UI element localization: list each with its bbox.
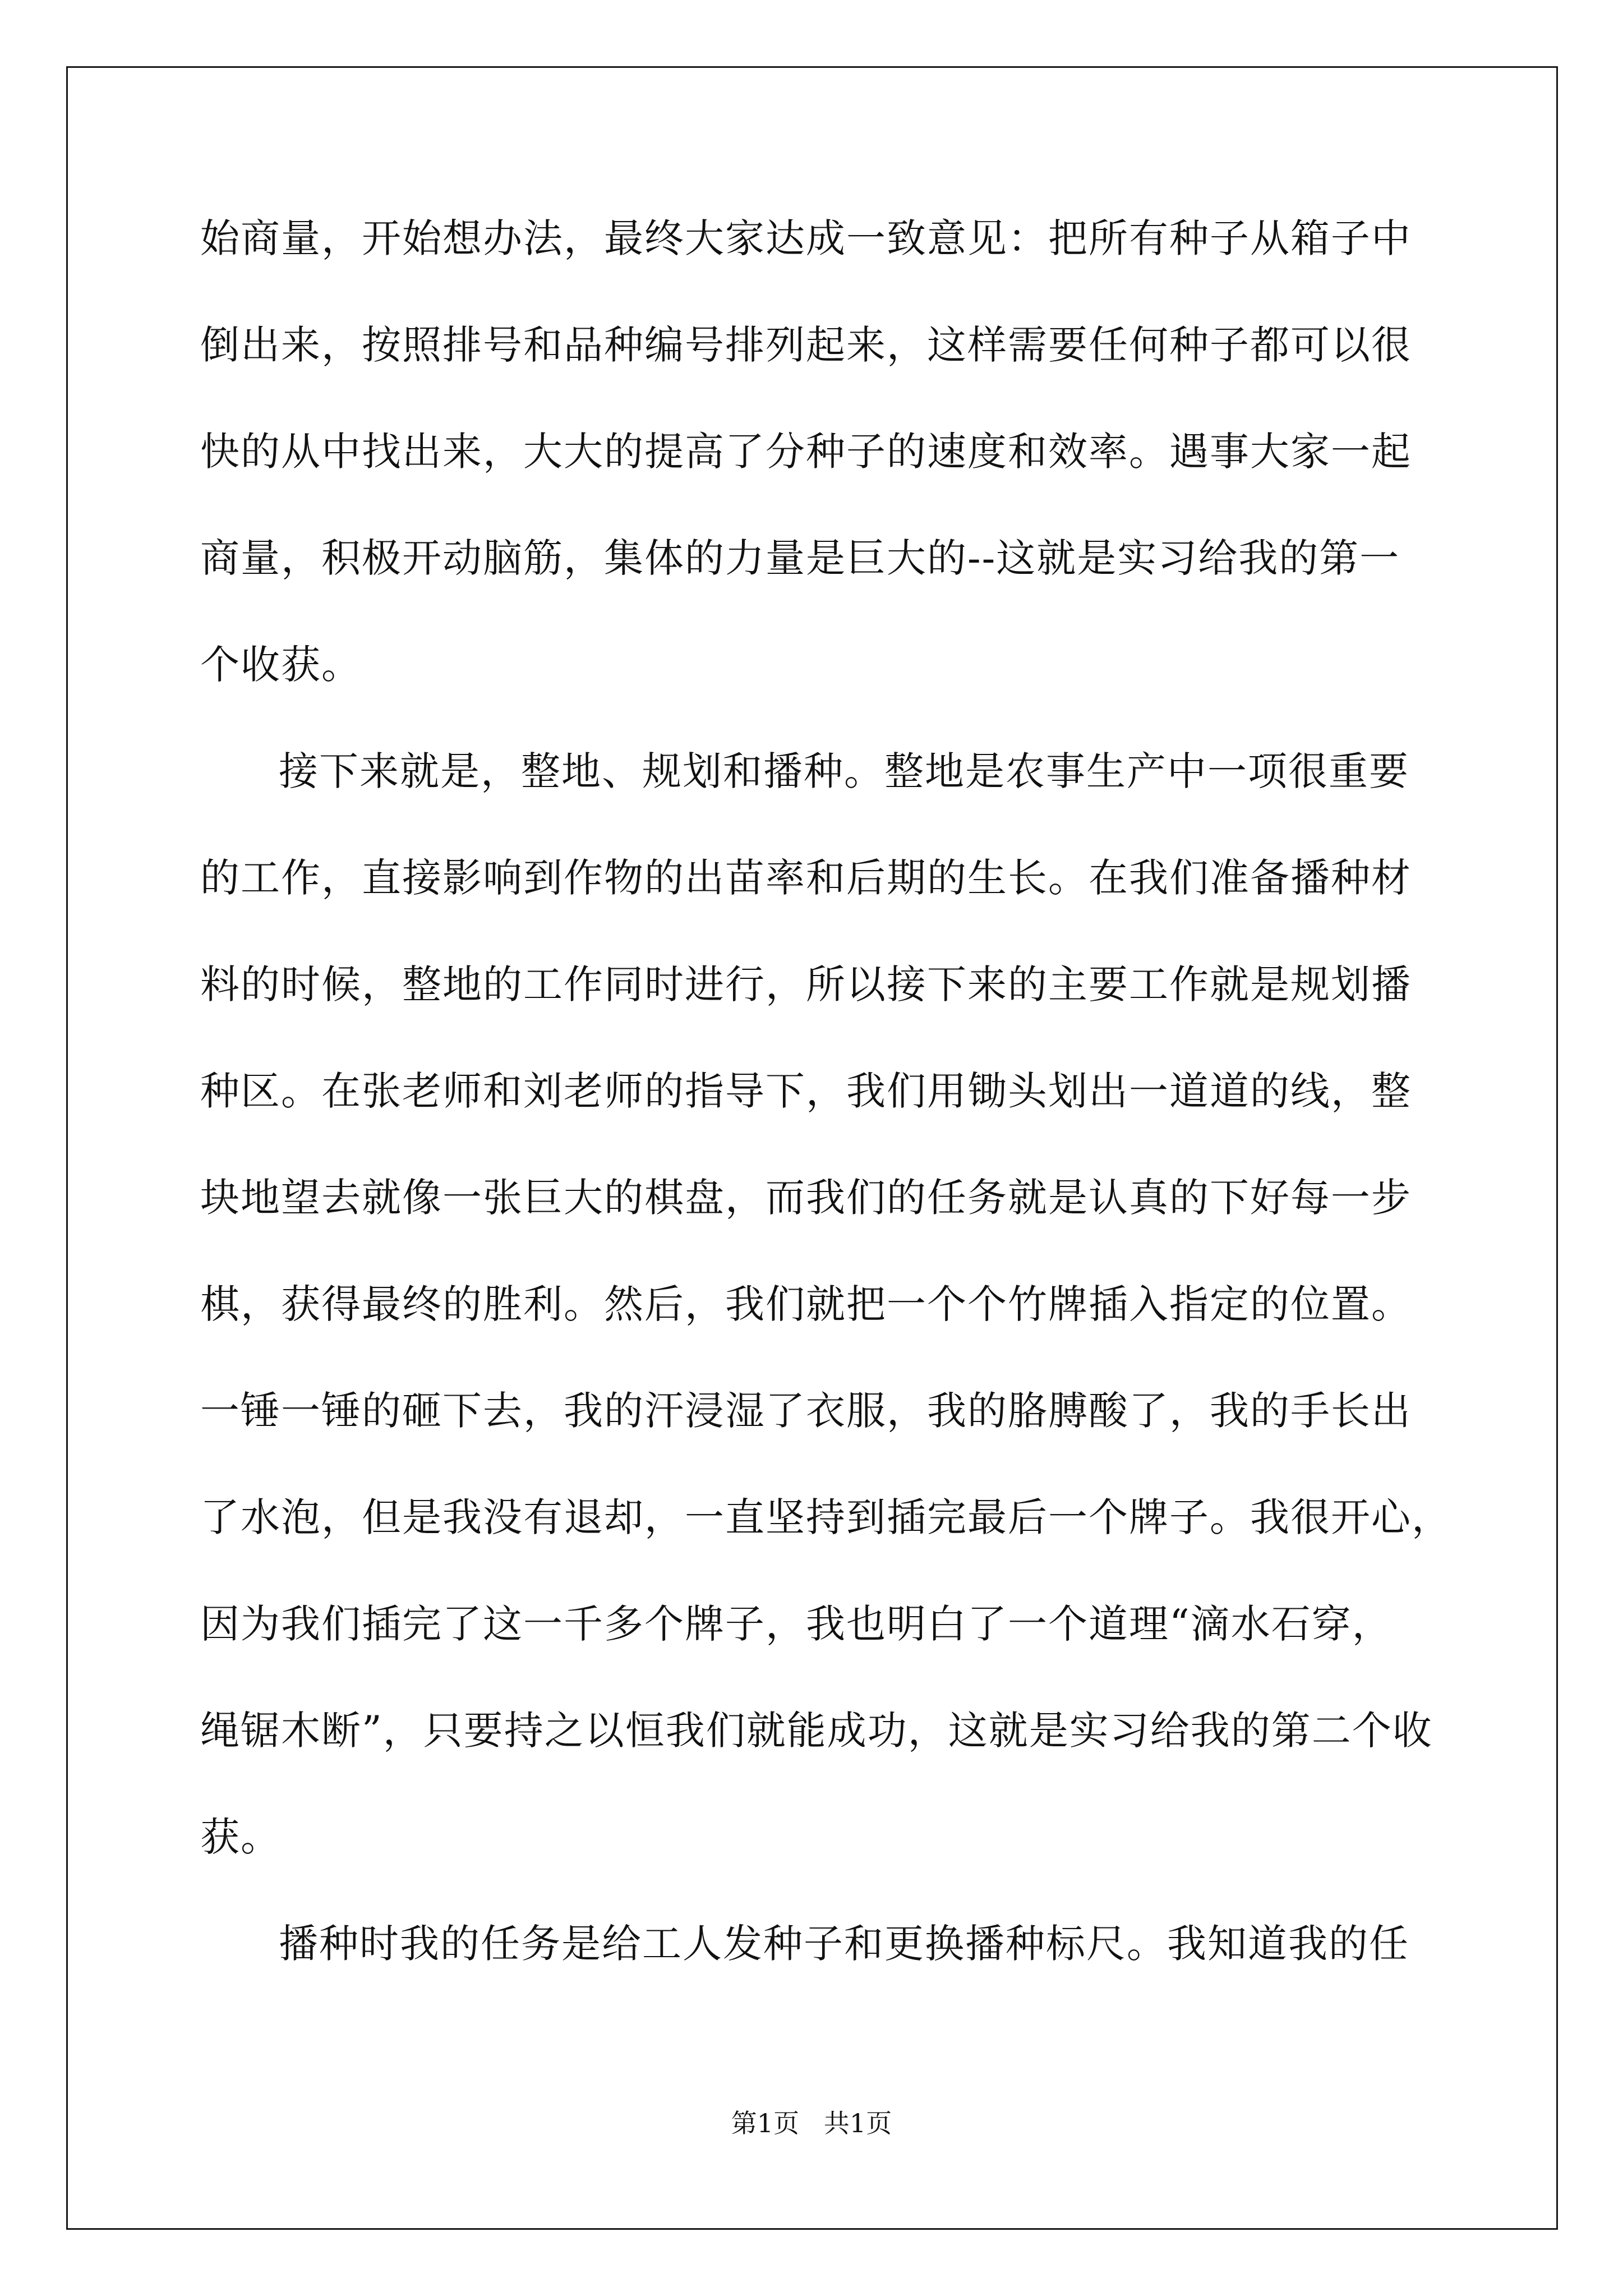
text-line: 接下来就是，整地、规划和播种。整地是农事生产中一项很重要 — [279, 748, 1409, 794]
page-footer: 第1页 共1页 — [731, 2108, 892, 2138]
document-body — [200, 185, 1468, 1997]
text-line: 一锤一锤的砸下去，我的汗浸湿了衣服，我的胳膊酸了，我的手长出 — [200, 1388, 1412, 1434]
text-line: 始商量，开始想办法，最终大家达成一致意见：把所有种子从箱子中 — [200, 215, 1412, 261]
text-line: 块地望去就像一张巨大的棋盘，而我们的任务就是认真的下好每一步 — [200, 1175, 1412, 1221]
text-line: 快的从中找出来，大大的提高了分种子的速度和效率。遇事大家一起 — [200, 429, 1412, 475]
text-line: 个收获。 — [200, 642, 362, 688]
text-line: 因为我们插完了这一千多个牌子，我也明白了一个道理“滴水石穿， — [200, 1601, 1393, 1647]
text-line: 了水泡，但是我没有退却，一直坚持到插完最后一个牌子。我很开心， — [200, 1494, 1452, 1540]
text-line: 商量，积极开动脑筋，集体的力量是巨大的--这就是实习给我的第一 — [200, 535, 1400, 581]
text-line: 料的时候，整地的工作同时进行，所以接下来的主要工作就是规划播 — [200, 961, 1412, 1007]
text-line: 的工作，直接影响到作物的出苗率和后期的生长。在我们准备播种材 — [200, 855, 1412, 901]
text-line: 种区。在张老师和刘老师的指导下，我们用锄头划出一道道的线，整 — [200, 1068, 1412, 1114]
text-line: 绳锯木断”，只要持之以恒我们就能成功，这就是实习给我的第二个收 — [200, 1708, 1433, 1754]
text-line: 播种时我的任务是给工人发种子和更换播种标尺。我知道我的任 — [279, 1921, 1409, 1967]
text-line: 获。 — [200, 1814, 281, 1860]
text-line: 倒出来，按照排号和品种编号排列起来，这样需要任何种子都可以很 — [200, 322, 1412, 368]
text-line: 棋，获得最终的胜利。然后，我们就把一个个竹牌插入指定的位置。 — [200, 1281, 1412, 1327]
